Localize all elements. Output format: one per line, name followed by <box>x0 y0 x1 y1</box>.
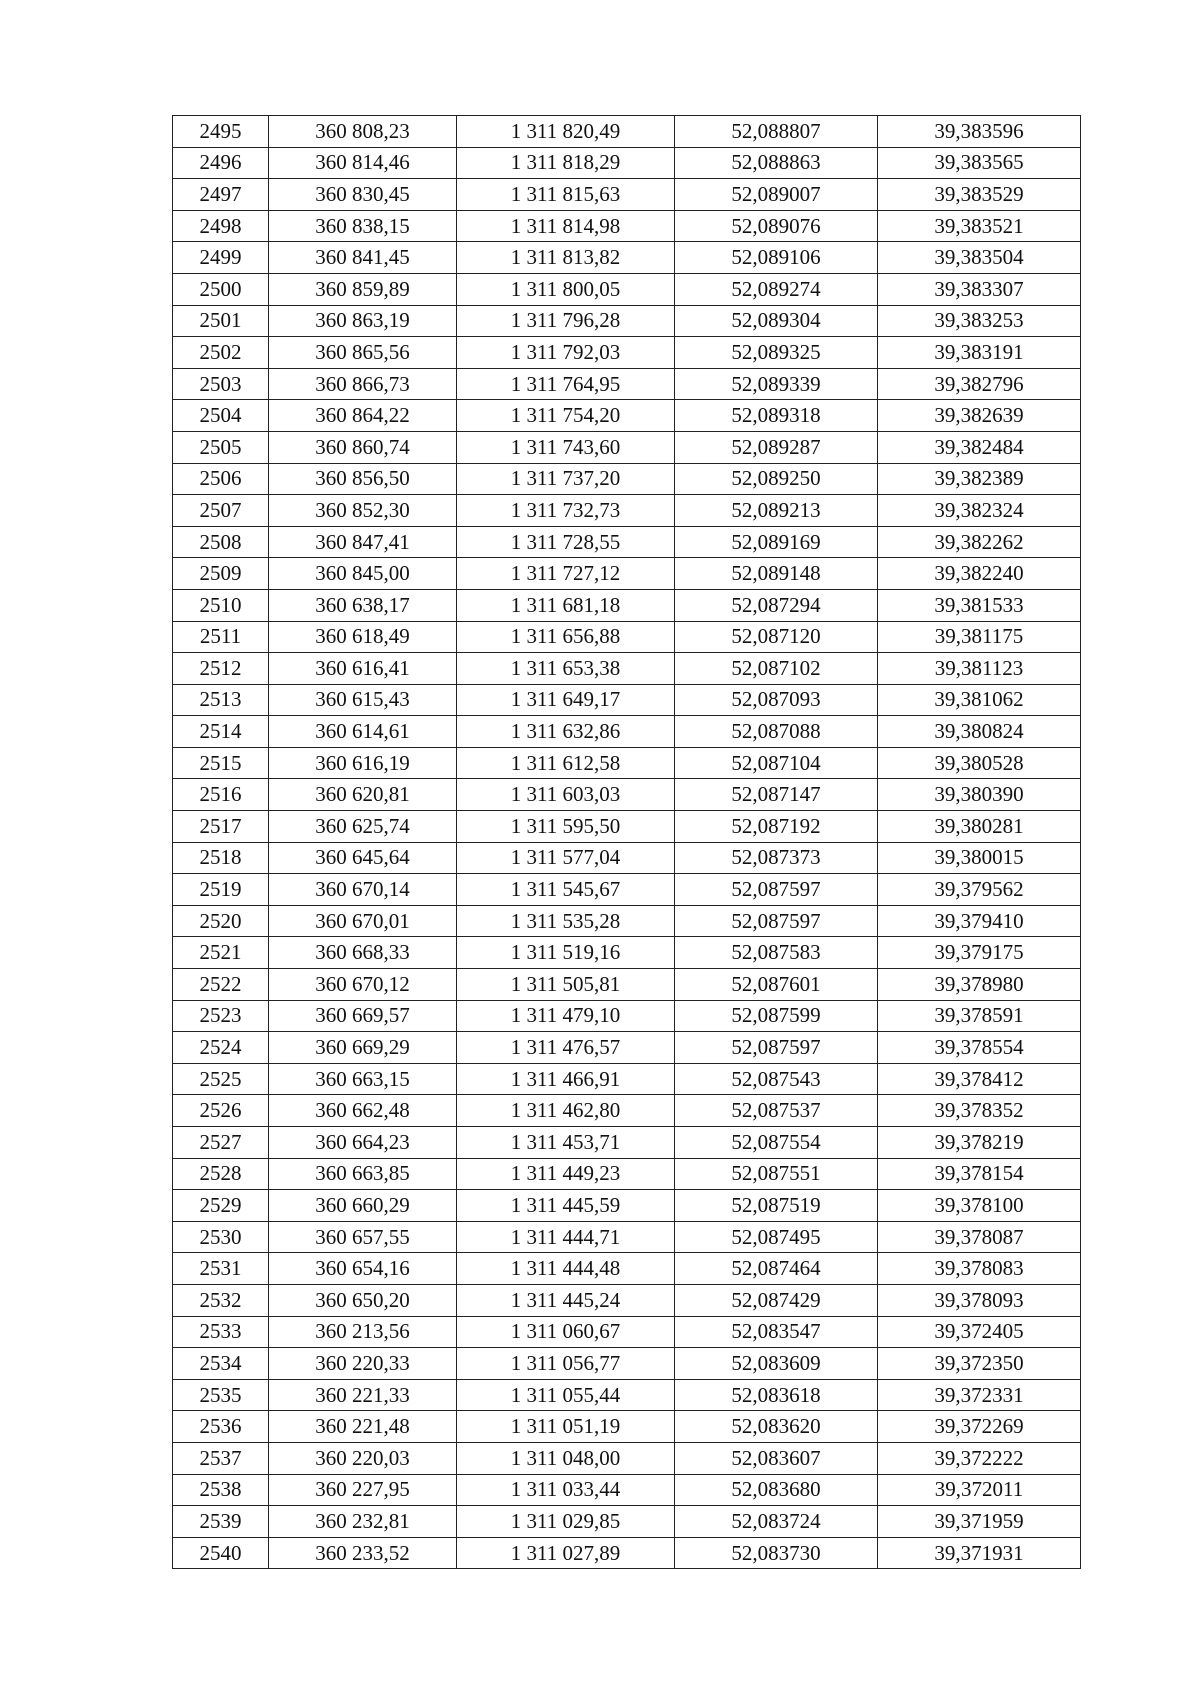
latitude-cell: 52,089325 <box>675 337 878 369</box>
point-number-cell: 2534 <box>173 1348 269 1380</box>
table-row <box>173 1032 1081 1064</box>
y-coordinate-cell: 1 311 764,95 <box>457 368 675 400</box>
x-coordinate-cell: 360 638,17 <box>269 589 457 621</box>
latitude-cell: 52,087120 <box>675 621 878 653</box>
table-row <box>173 779 1081 811</box>
table-row <box>173 1411 1081 1443</box>
latitude-cell: 52,083609 <box>675 1348 878 1380</box>
x-coordinate-cell: 360 838,15 <box>269 210 457 242</box>
table-row <box>173 242 1081 274</box>
y-coordinate-cell: 1 311 818,29 <box>457 147 675 179</box>
x-coordinate-cell: 360 808,23 <box>269 116 457 148</box>
table-row <box>173 1537 1081 1569</box>
longitude-cell: 39,383565 <box>878 147 1081 179</box>
x-coordinate-cell: 360 221,48 <box>269 1411 457 1443</box>
x-coordinate-cell: 360 830,45 <box>269 179 457 211</box>
y-coordinate-cell: 1 311 479,10 <box>457 1000 675 1032</box>
table-row <box>173 526 1081 558</box>
table-row <box>173 874 1081 906</box>
x-coordinate-cell: 360 845,00 <box>269 558 457 590</box>
point-number-cell: 2503 <box>173 368 269 400</box>
longitude-cell: 39,381123 <box>878 653 1081 685</box>
x-coordinate-cell: 360 614,61 <box>269 716 457 748</box>
y-coordinate-cell: 1 311 535,28 <box>457 905 675 937</box>
point-number-cell: 2502 <box>173 337 269 369</box>
latitude-cell: 52,089106 <box>675 242 878 274</box>
x-coordinate-cell: 360 669,29 <box>269 1032 457 1064</box>
y-coordinate-cell: 1 311 048,00 <box>457 1442 675 1474</box>
longitude-cell: 39,381533 <box>878 589 1081 621</box>
longitude-cell: 39,378100 <box>878 1190 1081 1222</box>
y-coordinate-cell: 1 311 743,60 <box>457 431 675 463</box>
point-number-cell: 2507 <box>173 495 269 527</box>
latitude-cell: 52,087537 <box>675 1095 878 1127</box>
latitude-cell: 52,087294 <box>675 589 878 621</box>
latitude-cell: 52,087519 <box>675 1190 878 1222</box>
y-coordinate-cell: 1 311 815,63 <box>457 179 675 211</box>
table-row <box>173 305 1081 337</box>
y-coordinate-cell: 1 311 814,98 <box>457 210 675 242</box>
point-number-cell: 2535 <box>173 1379 269 1411</box>
point-number-cell: 2532 <box>173 1284 269 1316</box>
x-coordinate-cell: 360 860,74 <box>269 431 457 463</box>
table-row <box>173 1127 1081 1159</box>
x-coordinate-cell: 360 213,56 <box>269 1316 457 1348</box>
longitude-cell: 39,371959 <box>878 1506 1081 1538</box>
x-coordinate-cell: 360 657,55 <box>269 1221 457 1253</box>
x-coordinate-cell: 360 670,14 <box>269 874 457 906</box>
table-row <box>173 400 1081 432</box>
y-coordinate-cell: 1 311 732,73 <box>457 495 675 527</box>
point-number-cell: 2528 <box>173 1158 269 1190</box>
x-coordinate-cell: 360 221,33 <box>269 1379 457 1411</box>
latitude-cell: 52,083618 <box>675 1379 878 1411</box>
x-coordinate-cell: 360 654,16 <box>269 1253 457 1285</box>
table-row <box>173 1063 1081 1095</box>
x-coordinate-cell: 360 670,12 <box>269 969 457 1001</box>
longitude-cell: 39,371931 <box>878 1537 1081 1569</box>
y-coordinate-cell: 1 311 656,88 <box>457 621 675 653</box>
x-coordinate-cell: 360 847,41 <box>269 526 457 558</box>
y-coordinate-cell: 1 311 051,19 <box>457 1411 675 1443</box>
longitude-cell: 39,378219 <box>878 1127 1081 1159</box>
y-coordinate-cell: 1 311 466,91 <box>457 1063 675 1095</box>
latitude-cell: 52,087104 <box>675 747 878 779</box>
latitude-cell: 52,087464 <box>675 1253 878 1285</box>
y-coordinate-cell: 1 311 444,48 <box>457 1253 675 1285</box>
coordinates-table <box>172 115 1081 1569</box>
longitude-cell: 39,372405 <box>878 1316 1081 1348</box>
x-coordinate-cell: 360 865,56 <box>269 337 457 369</box>
point-number-cell: 2540 <box>173 1537 269 1569</box>
point-number-cell: 2501 <box>173 305 269 337</box>
x-coordinate-cell: 360 864,22 <box>269 400 457 432</box>
longitude-cell: 39,372269 <box>878 1411 1081 1443</box>
latitude-cell: 52,089318 <box>675 400 878 432</box>
y-coordinate-cell: 1 311 632,86 <box>457 716 675 748</box>
y-coordinate-cell: 1 311 519,16 <box>457 937 675 969</box>
latitude-cell: 52,087543 <box>675 1063 878 1095</box>
point-number-cell: 2538 <box>173 1474 269 1506</box>
y-coordinate-cell: 1 311 444,71 <box>457 1221 675 1253</box>
longitude-cell: 39,378352 <box>878 1095 1081 1127</box>
y-coordinate-cell: 1 311 728,55 <box>457 526 675 558</box>
longitude-cell: 39,378980 <box>878 969 1081 1001</box>
point-number-cell: 2504 <box>173 400 269 432</box>
y-coordinate-cell: 1 311 754,20 <box>457 400 675 432</box>
y-coordinate-cell: 1 311 595,50 <box>457 811 675 843</box>
table-row <box>173 558 1081 590</box>
latitude-cell: 52,089339 <box>675 368 878 400</box>
point-number-cell: 2514 <box>173 716 269 748</box>
latitude-cell: 52,089287 <box>675 431 878 463</box>
longitude-cell: 39,382796 <box>878 368 1081 400</box>
latitude-cell: 52,088863 <box>675 147 878 179</box>
longitude-cell: 39,378412 <box>878 1063 1081 1095</box>
longitude-cell: 39,380390 <box>878 779 1081 811</box>
x-coordinate-cell: 360 620,81 <box>269 779 457 811</box>
longitude-cell: 39,383307 <box>878 273 1081 305</box>
point-number-cell: 2519 <box>173 874 269 906</box>
x-coordinate-cell: 360 645,64 <box>269 842 457 874</box>
longitude-cell: 39,383596 <box>878 116 1081 148</box>
latitude-cell: 52,083680 <box>675 1474 878 1506</box>
latitude-cell: 52,089076 <box>675 210 878 242</box>
table-row <box>173 684 1081 716</box>
longitude-cell: 39,382324 <box>878 495 1081 527</box>
point-number-cell: 2531 <box>173 1253 269 1285</box>
table-row <box>173 842 1081 874</box>
latitude-cell: 52,087599 <box>675 1000 878 1032</box>
longitude-cell: 39,372331 <box>878 1379 1081 1411</box>
latitude-cell: 52,087495 <box>675 1221 878 1253</box>
table-row <box>173 1221 1081 1253</box>
point-number-cell: 2509 <box>173 558 269 590</box>
latitude-cell: 52,087088 <box>675 716 878 748</box>
x-coordinate-cell: 360 669,57 <box>269 1000 457 1032</box>
table-row <box>173 1000 1081 1032</box>
longitude-cell: 39,380824 <box>878 716 1081 748</box>
y-coordinate-cell: 1 311 462,80 <box>457 1095 675 1127</box>
x-coordinate-cell: 360 227,95 <box>269 1474 457 1506</box>
y-coordinate-cell: 1 311 727,12 <box>457 558 675 590</box>
latitude-cell: 52,087373 <box>675 842 878 874</box>
longitude-cell: 39,382240 <box>878 558 1081 590</box>
table-row <box>173 716 1081 748</box>
table-row <box>173 210 1081 242</box>
point-number-cell: 2520 <box>173 905 269 937</box>
point-number-cell: 2533 <box>173 1316 269 1348</box>
longitude-cell: 39,383529 <box>878 179 1081 211</box>
table-row <box>173 368 1081 400</box>
point-number-cell: 2521 <box>173 937 269 969</box>
latitude-cell: 52,087192 <box>675 811 878 843</box>
table-row <box>173 431 1081 463</box>
table-row <box>173 1284 1081 1316</box>
x-coordinate-cell: 360 232,81 <box>269 1506 457 1538</box>
latitude-cell: 52,089304 <box>675 305 878 337</box>
point-number-cell: 2522 <box>173 969 269 1001</box>
y-coordinate-cell: 1 311 476,57 <box>457 1032 675 1064</box>
table-row <box>173 1316 1081 1348</box>
y-coordinate-cell: 1 311 056,77 <box>457 1348 675 1380</box>
point-number-cell: 2511 <box>173 621 269 653</box>
latitude-cell: 52,087597 <box>675 1032 878 1064</box>
latitude-cell: 52,087583 <box>675 937 878 969</box>
x-coordinate-cell: 360 220,33 <box>269 1348 457 1380</box>
point-number-cell: 2515 <box>173 747 269 779</box>
latitude-cell: 52,088807 <box>675 116 878 148</box>
x-coordinate-cell: 360 852,30 <box>269 495 457 527</box>
point-number-cell: 2499 <box>173 242 269 274</box>
x-coordinate-cell: 360 616,19 <box>269 747 457 779</box>
x-coordinate-cell: 360 863,19 <box>269 305 457 337</box>
y-coordinate-cell: 1 311 792,03 <box>457 337 675 369</box>
longitude-cell: 39,380015 <box>878 842 1081 874</box>
y-coordinate-cell: 1 311 545,67 <box>457 874 675 906</box>
x-coordinate-cell: 360 663,85 <box>269 1158 457 1190</box>
table-row <box>173 1253 1081 1285</box>
x-coordinate-cell: 360 625,74 <box>269 811 457 843</box>
table-row <box>173 495 1081 527</box>
table-row <box>173 179 1081 211</box>
latitude-cell: 52,089169 <box>675 526 878 558</box>
latitude-cell: 52,087601 <box>675 969 878 1001</box>
y-coordinate-cell: 1 311 577,04 <box>457 842 675 874</box>
longitude-cell: 39,378083 <box>878 1253 1081 1285</box>
x-coordinate-cell: 360 615,43 <box>269 684 457 716</box>
point-number-cell: 2510 <box>173 589 269 621</box>
x-coordinate-cell: 360 616,41 <box>269 653 457 685</box>
latitude-cell: 52,089007 <box>675 179 878 211</box>
table-row <box>173 273 1081 305</box>
latitude-cell: 52,087554 <box>675 1127 878 1159</box>
point-number-cell: 2524 <box>173 1032 269 1064</box>
table-row <box>173 1348 1081 1380</box>
y-coordinate-cell: 1 311 449,23 <box>457 1158 675 1190</box>
y-coordinate-cell: 1 311 813,82 <box>457 242 675 274</box>
latitude-cell: 52,083620 <box>675 1411 878 1443</box>
table-row <box>173 1506 1081 1538</box>
y-coordinate-cell: 1 311 445,24 <box>457 1284 675 1316</box>
latitude-cell: 52,087102 <box>675 653 878 685</box>
table-row <box>173 811 1081 843</box>
x-coordinate-cell: 360 670,01 <box>269 905 457 937</box>
y-coordinate-cell: 1 311 737,20 <box>457 463 675 495</box>
point-number-cell: 2512 <box>173 653 269 685</box>
y-coordinate-cell: 1 311 445,59 <box>457 1190 675 1222</box>
latitude-cell: 52,087429 <box>675 1284 878 1316</box>
point-number-cell: 2526 <box>173 1095 269 1127</box>
table-row <box>173 147 1081 179</box>
y-coordinate-cell: 1 311 612,58 <box>457 747 675 779</box>
x-coordinate-cell: 360 856,50 <box>269 463 457 495</box>
longitude-cell: 39,383191 <box>878 337 1081 369</box>
table-row <box>173 589 1081 621</box>
point-number-cell: 2508 <box>173 526 269 558</box>
x-coordinate-cell: 360 814,46 <box>269 147 457 179</box>
y-coordinate-cell: 1 311 681,18 <box>457 589 675 621</box>
y-coordinate-cell: 1 311 453,71 <box>457 1127 675 1159</box>
y-coordinate-cell: 1 311 055,44 <box>457 1379 675 1411</box>
table-row <box>173 653 1081 685</box>
y-coordinate-cell: 1 311 027,89 <box>457 1537 675 1569</box>
longitude-cell: 39,380281 <box>878 811 1081 843</box>
point-number-cell: 2513 <box>173 684 269 716</box>
latitude-cell: 52,089274 <box>675 273 878 305</box>
point-number-cell: 2500 <box>173 273 269 305</box>
point-number-cell: 2497 <box>173 179 269 211</box>
longitude-cell: 39,380528 <box>878 747 1081 779</box>
point-number-cell: 2537 <box>173 1442 269 1474</box>
longitude-cell: 39,381062 <box>878 684 1081 716</box>
x-coordinate-cell: 360 663,15 <box>269 1063 457 1095</box>
point-number-cell: 2517 <box>173 811 269 843</box>
x-coordinate-cell: 360 866,73 <box>269 368 457 400</box>
table-row <box>173 1095 1081 1127</box>
longitude-cell: 39,381175 <box>878 621 1081 653</box>
point-number-cell: 2539 <box>173 1506 269 1538</box>
point-number-cell: 2530 <box>173 1221 269 1253</box>
coordinates-table-body <box>173 116 1081 1569</box>
point-number-cell: 2536 <box>173 1411 269 1443</box>
longitude-cell: 39,378554 <box>878 1032 1081 1064</box>
latitude-cell: 52,083607 <box>675 1442 878 1474</box>
longitude-cell: 39,372350 <box>878 1348 1081 1380</box>
table-row <box>173 1442 1081 1474</box>
longitude-cell: 39,382389 <box>878 463 1081 495</box>
latitude-cell: 52,089148 <box>675 558 878 590</box>
y-coordinate-cell: 1 311 060,67 <box>457 1316 675 1348</box>
point-number-cell: 2518 <box>173 842 269 874</box>
point-number-cell: 2506 <box>173 463 269 495</box>
x-coordinate-cell: 360 220,03 <box>269 1442 457 1474</box>
x-coordinate-cell: 360 233,52 <box>269 1537 457 1569</box>
x-coordinate-cell: 360 841,45 <box>269 242 457 274</box>
point-number-cell: 2505 <box>173 431 269 463</box>
latitude-cell: 52,089213 <box>675 495 878 527</box>
x-coordinate-cell: 360 660,29 <box>269 1190 457 1222</box>
table-row <box>173 463 1081 495</box>
latitude-cell: 52,087551 <box>675 1158 878 1190</box>
longitude-cell: 39,379562 <box>878 874 1081 906</box>
longitude-cell: 39,378154 <box>878 1158 1081 1190</box>
latitude-cell: 52,083547 <box>675 1316 878 1348</box>
longitude-cell: 39,372222 <box>878 1442 1081 1474</box>
point-number-cell: 2495 <box>173 116 269 148</box>
table-row <box>173 116 1081 148</box>
table-row <box>173 621 1081 653</box>
longitude-cell: 39,379410 <box>878 905 1081 937</box>
table-row <box>173 937 1081 969</box>
latitude-cell: 52,087597 <box>675 905 878 937</box>
longitude-cell: 39,378093 <box>878 1284 1081 1316</box>
y-coordinate-cell: 1 311 029,85 <box>457 1506 675 1538</box>
y-coordinate-cell: 1 311 033,44 <box>457 1474 675 1506</box>
y-coordinate-cell: 1 311 603,03 <box>457 779 675 811</box>
y-coordinate-cell: 1 311 649,17 <box>457 684 675 716</box>
table-row <box>173 1158 1081 1190</box>
point-number-cell: 2529 <box>173 1190 269 1222</box>
y-coordinate-cell: 1 311 796,28 <box>457 305 675 337</box>
latitude-cell: 52,087147 <box>675 779 878 811</box>
table-row <box>173 1474 1081 1506</box>
point-number-cell: 2525 <box>173 1063 269 1095</box>
latitude-cell: 52,083730 <box>675 1537 878 1569</box>
point-number-cell: 2527 <box>173 1127 269 1159</box>
latitude-cell: 52,087597 <box>675 874 878 906</box>
x-coordinate-cell: 360 664,23 <box>269 1127 457 1159</box>
table-row <box>173 969 1081 1001</box>
point-number-cell: 2496 <box>173 147 269 179</box>
y-coordinate-cell: 1 311 653,38 <box>457 653 675 685</box>
latitude-cell: 52,089250 <box>675 463 878 495</box>
y-coordinate-cell: 1 311 820,49 <box>457 116 675 148</box>
table-row <box>173 747 1081 779</box>
point-number-cell: 2516 <box>173 779 269 811</box>
longitude-cell: 39,378591 <box>878 1000 1081 1032</box>
latitude-cell: 52,087093 <box>675 684 878 716</box>
longitude-cell: 39,372011 <box>878 1474 1081 1506</box>
x-coordinate-cell: 360 859,89 <box>269 273 457 305</box>
y-coordinate-cell: 1 311 800,05 <box>457 273 675 305</box>
y-coordinate-cell: 1 311 505,81 <box>457 969 675 1001</box>
table-row <box>173 337 1081 369</box>
table-row <box>173 1379 1081 1411</box>
longitude-cell: 39,383253 <box>878 305 1081 337</box>
longitude-cell: 39,383504 <box>878 242 1081 274</box>
longitude-cell: 39,383521 <box>878 210 1081 242</box>
longitude-cell: 39,382262 <box>878 526 1081 558</box>
x-coordinate-cell: 360 618,49 <box>269 621 457 653</box>
table-row <box>173 905 1081 937</box>
latitude-cell: 52,083724 <box>675 1506 878 1538</box>
longitude-cell: 39,378087 <box>878 1221 1081 1253</box>
point-number-cell: 2498 <box>173 210 269 242</box>
longitude-cell: 39,379175 <box>878 937 1081 969</box>
table-row <box>173 1190 1081 1222</box>
x-coordinate-cell: 360 650,20 <box>269 1284 457 1316</box>
x-coordinate-cell: 360 668,33 <box>269 937 457 969</box>
longitude-cell: 39,382639 <box>878 400 1081 432</box>
longitude-cell: 39,382484 <box>878 431 1081 463</box>
point-number-cell: 2523 <box>173 1000 269 1032</box>
x-coordinate-cell: 360 662,48 <box>269 1095 457 1127</box>
